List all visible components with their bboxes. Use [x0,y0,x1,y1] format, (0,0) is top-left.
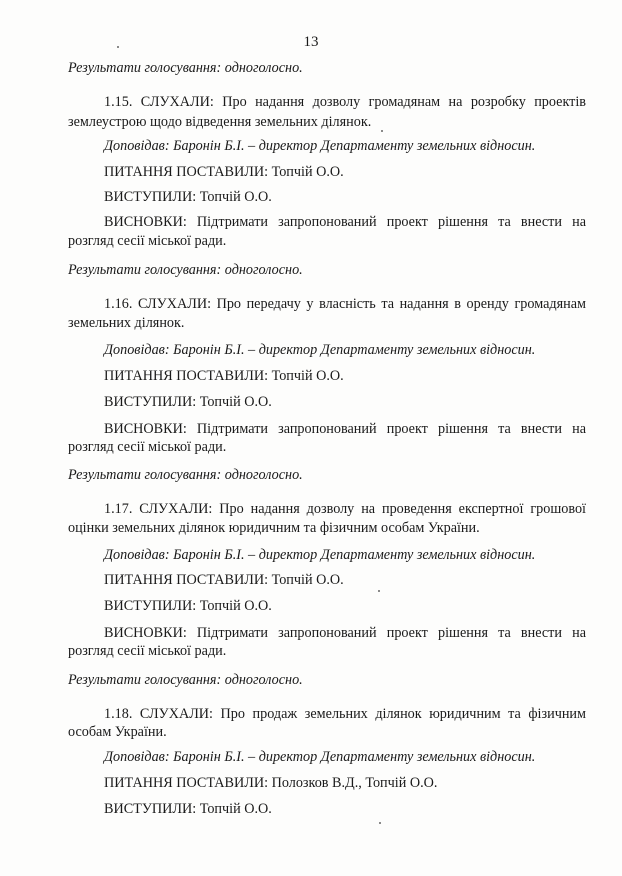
speakers-line: ВИСТУПИЛИ: Топчій О.О. [104,394,272,410]
speakers-line: ВИСТУПИЛИ: Топчій О.О. [104,189,272,205]
reporter-line: Доповідав: Баронін Б.І. – директор Департаменту земельних відносин. [104,547,536,563]
speakers-line: ВИСТУПИЛИ: Топчій О.О. [104,801,272,817]
item-heading-line: 1.17. СЛУХАЛИ: Про надання дозволу на проведення експертної грошової [104,501,586,517]
item-heading-line: особам України. [68,724,167,740]
voting-result-line: Результати голосування: одноголосно. [68,60,303,76]
reporter-line: Доповідав: Баронін Б.І. – директор Департаменту земельних відносин. [104,749,536,765]
questions-line: ПИТАННЯ ПОСТАВИЛИ: Полозков В.Д., Топчій О.О. [104,775,438,791]
scan-speck [379,822,381,824]
item-heading-line: оцінки земельних ділянок юридичним та фізичним особам України. [68,520,480,536]
item-heading-line: 1.15. СЛУХАЛИ: Про надання дозволу громадянам на розробку проектів [104,94,586,110]
voting-result-line: Результати голосування: одноголосно. [68,467,303,483]
scan-speck [378,590,380,592]
scan-speck [117,46,119,48]
scan-speck [381,130,383,132]
questions-line: ПИТАННЯ ПОСТАВИЛИ: Топчій О.О. [104,368,344,384]
reporter-line: Доповідав: Баронін Б.І. – директор Департаменту земельних відносин. [104,342,536,358]
conclusion-line: розгляд сесії міської ради. [68,439,227,455]
questions-line: ПИТАННЯ ПОСТАВИЛИ: Топчій О.О. [104,572,344,588]
item-heading-line: 1.18. СЛУХАЛИ: Про продаж земельних ділянок юридичним та фізичним [104,706,586,722]
conclusion-line: ВИСНОВКИ: Підтримати запропонований проект рішення та внести на [104,214,586,230]
item-heading-line: землеустрою щодо відведення земельних ділянок. [68,114,372,130]
page-number: 13 [303,34,319,50]
item-heading-line: земельних ділянок. [68,315,185,331]
conclusion-line: розгляд сесії міської ради. [68,233,227,249]
questions-line: ПИТАННЯ ПОСТАВИЛИ: Топчій О.О. [104,164,344,180]
voting-result-line: Результати голосування: одноголосно. [68,672,303,688]
reporter-line: Доповідав: Баронін Б.І. – директор Департаменту земельних відносин. [104,138,536,154]
conclusion-line: розгляд сесії міської ради. [68,643,227,659]
voting-result-line: Результати голосування: одноголосно. [68,262,303,278]
speakers-line: ВИСТУПИЛИ: Топчій О.О. [104,598,272,614]
conclusion-line: ВИСНОВКИ: Підтримати запропонований проект рішення та внести на [104,625,586,641]
conclusion-line: ВИСНОВКИ: Підтримати запропонований проект рішення та внести на [104,421,586,437]
item-heading-line: 1.16. СЛУХАЛИ: Про передачу у власність та надання в оренду громадянам [104,296,586,312]
